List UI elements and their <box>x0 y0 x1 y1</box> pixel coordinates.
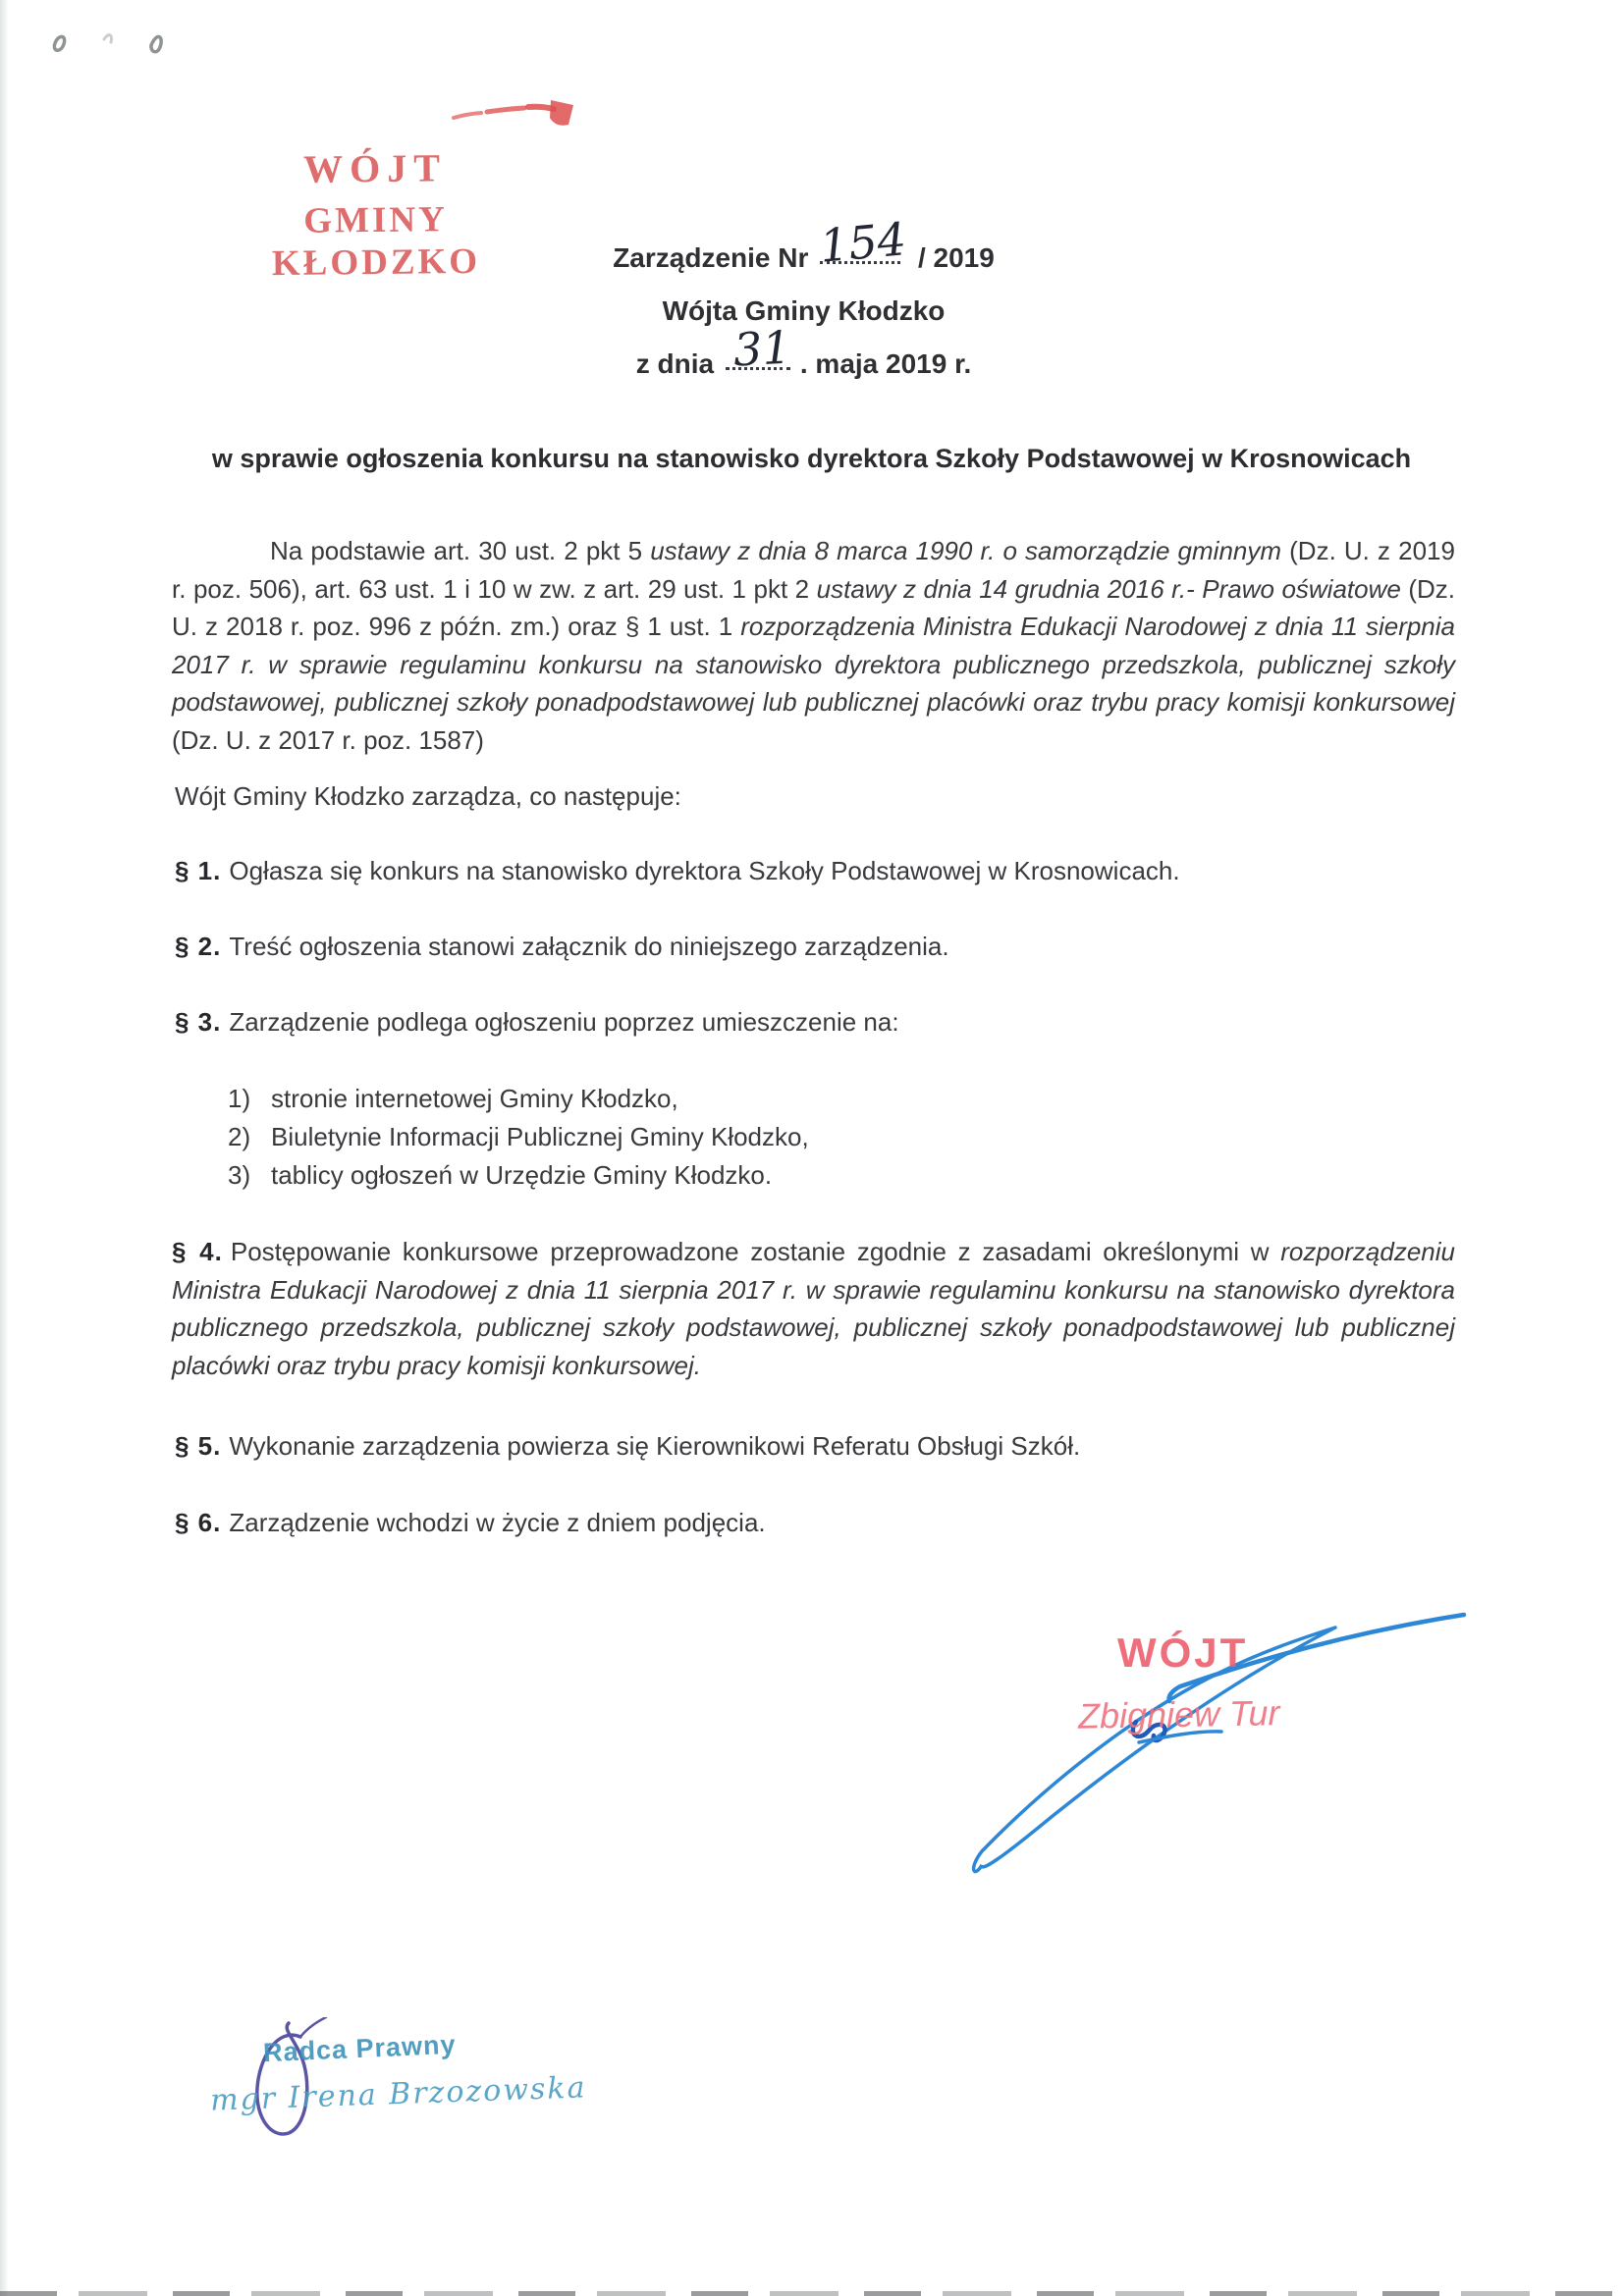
list-item <box>228 1080 809 1118</box>
list-item <box>228 1118 809 1156</box>
ordinance-title-block <box>0 212 1615 391</box>
section-6-text: Zarządzenie wchodzi w życie z dniem podjęcia. <box>229 1508 766 1537</box>
handwritten-date-day: 31 <box>731 320 792 377</box>
stamp-ink-smear <box>450 96 582 133</box>
legal-basis-paragraph: Na podstawie art. 30 ust. 2 pkt 5 ustawy z dnia 8 marca 1990 r. o samorządzie gminnym (Dz. U. z 2019 r. poz. 506), art. 63 ust. 1 i 10 w zw. z art. 29 ust. 1 pkt 2 ustawy z dnia 14 grudnia 2016 r.- Prawo oświatowe (Dz. U. z 2018 r. poz. 996 z późn. zm.) oraz § 1 ust. 1 rozporządzenia Ministra Edukacji Narodowej z dnia 11 sierpnia 2017 r. w sprawie regulaminu konkursu na stanowisko dyrektora publicznego przedszkola, publicznej szkoły podstawowej, publicznej szkoły ponadpodstawowej lub publicznej placówki oraz trybu pracy komisji konkursowej (Dz. U. z 2017 r. poz. 1587) <box>172 536 1456 755</box>
legal-counsel-stamp-name: mgr Irena Brzozowska <box>209 2070 587 2118</box>
section-6-label: § 6. <box>175 1508 222 1537</box>
ordinance-number-prefix: Zarządzenie Nr <box>613 242 809 273</box>
section-1 <box>175 856 1180 886</box>
section-4-label: § 4. <box>172 1237 223 1266</box>
section-4-text: Postępowanie konkursowe przeprowadzone zostanie zgodnie z zasadami określonymi w rozporządzeniu Ministra Edukacji Narodowej z dnia 11 sierpnia 2017 r. w sprawie regulaminu konkursu na stanowisko dyrektora publicznego przedszkola, publicznej szkoły podstawowej, publicznej szkoły ponadpodstawowej lub publicznej placówki oraz trybu pracy komisji konkursowej. <box>172 1237 1455 1380</box>
ordinance-number-line <box>0 212 1615 285</box>
ordinance-date-line <box>0 320 1615 391</box>
stamp-office-title: WÓJT <box>302 145 448 191</box>
list-item-number: 2) <box>228 1122 251 1151</box>
section-1-text: Ogłasza się konkurs na stanowisko dyrektora Szkoły Podstawowej w Krosnowicach. <box>229 856 1180 885</box>
list-item <box>228 1156 809 1195</box>
section-4 <box>172 1233 1455 1384</box>
publication-list <box>228 1080 809 1195</box>
date-suffix: . maja 2019 r. <box>799 348 972 379</box>
section-3-label: § 3. <box>175 1007 222 1037</box>
date-day-field <box>722 320 800 377</box>
section-2-label: § 2. <box>175 932 222 961</box>
ordinance-number-field <box>816 212 910 273</box>
section-5-text: Wykonanie zarządzenia powierza się Kierownikowi Referatu Obsługi Szkół. <box>229 1431 1081 1461</box>
list-item-number: 1) <box>228 1084 251 1113</box>
signature-role-title: WÓJT <box>1117 1629 1249 1676</box>
stamp-municipality-name: GMINY KŁODZKO <box>271 199 481 285</box>
ordinance-subject: w sprawie ogłoszenia konkursu na stanowisko dyrektora Szkoły Podstawowej w Krosnowicach <box>211 444 1412 473</box>
scan-bottom-artifact <box>0 2291 1623 2296</box>
list-item-number: 3) <box>228 1160 251 1190</box>
section-1-label: § 1. <box>175 856 222 885</box>
signature-printed-name: Zbigniew Tur <box>1077 1692 1280 1736</box>
section-6 <box>175 1508 766 1538</box>
section-3 <box>175 1007 899 1038</box>
list-item-text: tablicy ogłoszeń w Urzędzie Gminy Kłodzko. <box>271 1160 773 1190</box>
enacting-phrase: Wójt Gminy Kłodzko zarządza, co następuje: <box>175 781 681 811</box>
date-prefix: z dnia <box>635 348 715 379</box>
ordinance-issuer-line: Wójta Gminy Kłodzko <box>662 295 946 326</box>
pen-smudge-marks <box>41 12 169 61</box>
legal-counsel-stamp-title: Radca Prawny <box>262 2029 458 2068</box>
list-item-text: Biuletynie Informacji Publicznej Gminy Kłodzko, <box>271 1122 809 1151</box>
section-3-text: Zarządzenie podlega ogłoszeniu poprzez umieszczenie na: <box>229 1007 899 1037</box>
ordinance-number-suffix: / 2019 <box>917 242 995 273</box>
handwritten-ordinance-number: 154 <box>817 212 909 273</box>
section-2-text: Treść ogłoszenia stanowi załącznik do niniejszego zarządzenia. <box>229 932 949 961</box>
section-2 <box>175 932 949 962</box>
section-5-label: § 5. <box>175 1431 222 1461</box>
section-5 <box>175 1431 1080 1462</box>
list-item-text: stronie internetowej Gminy Kłodzko, <box>271 1084 678 1113</box>
